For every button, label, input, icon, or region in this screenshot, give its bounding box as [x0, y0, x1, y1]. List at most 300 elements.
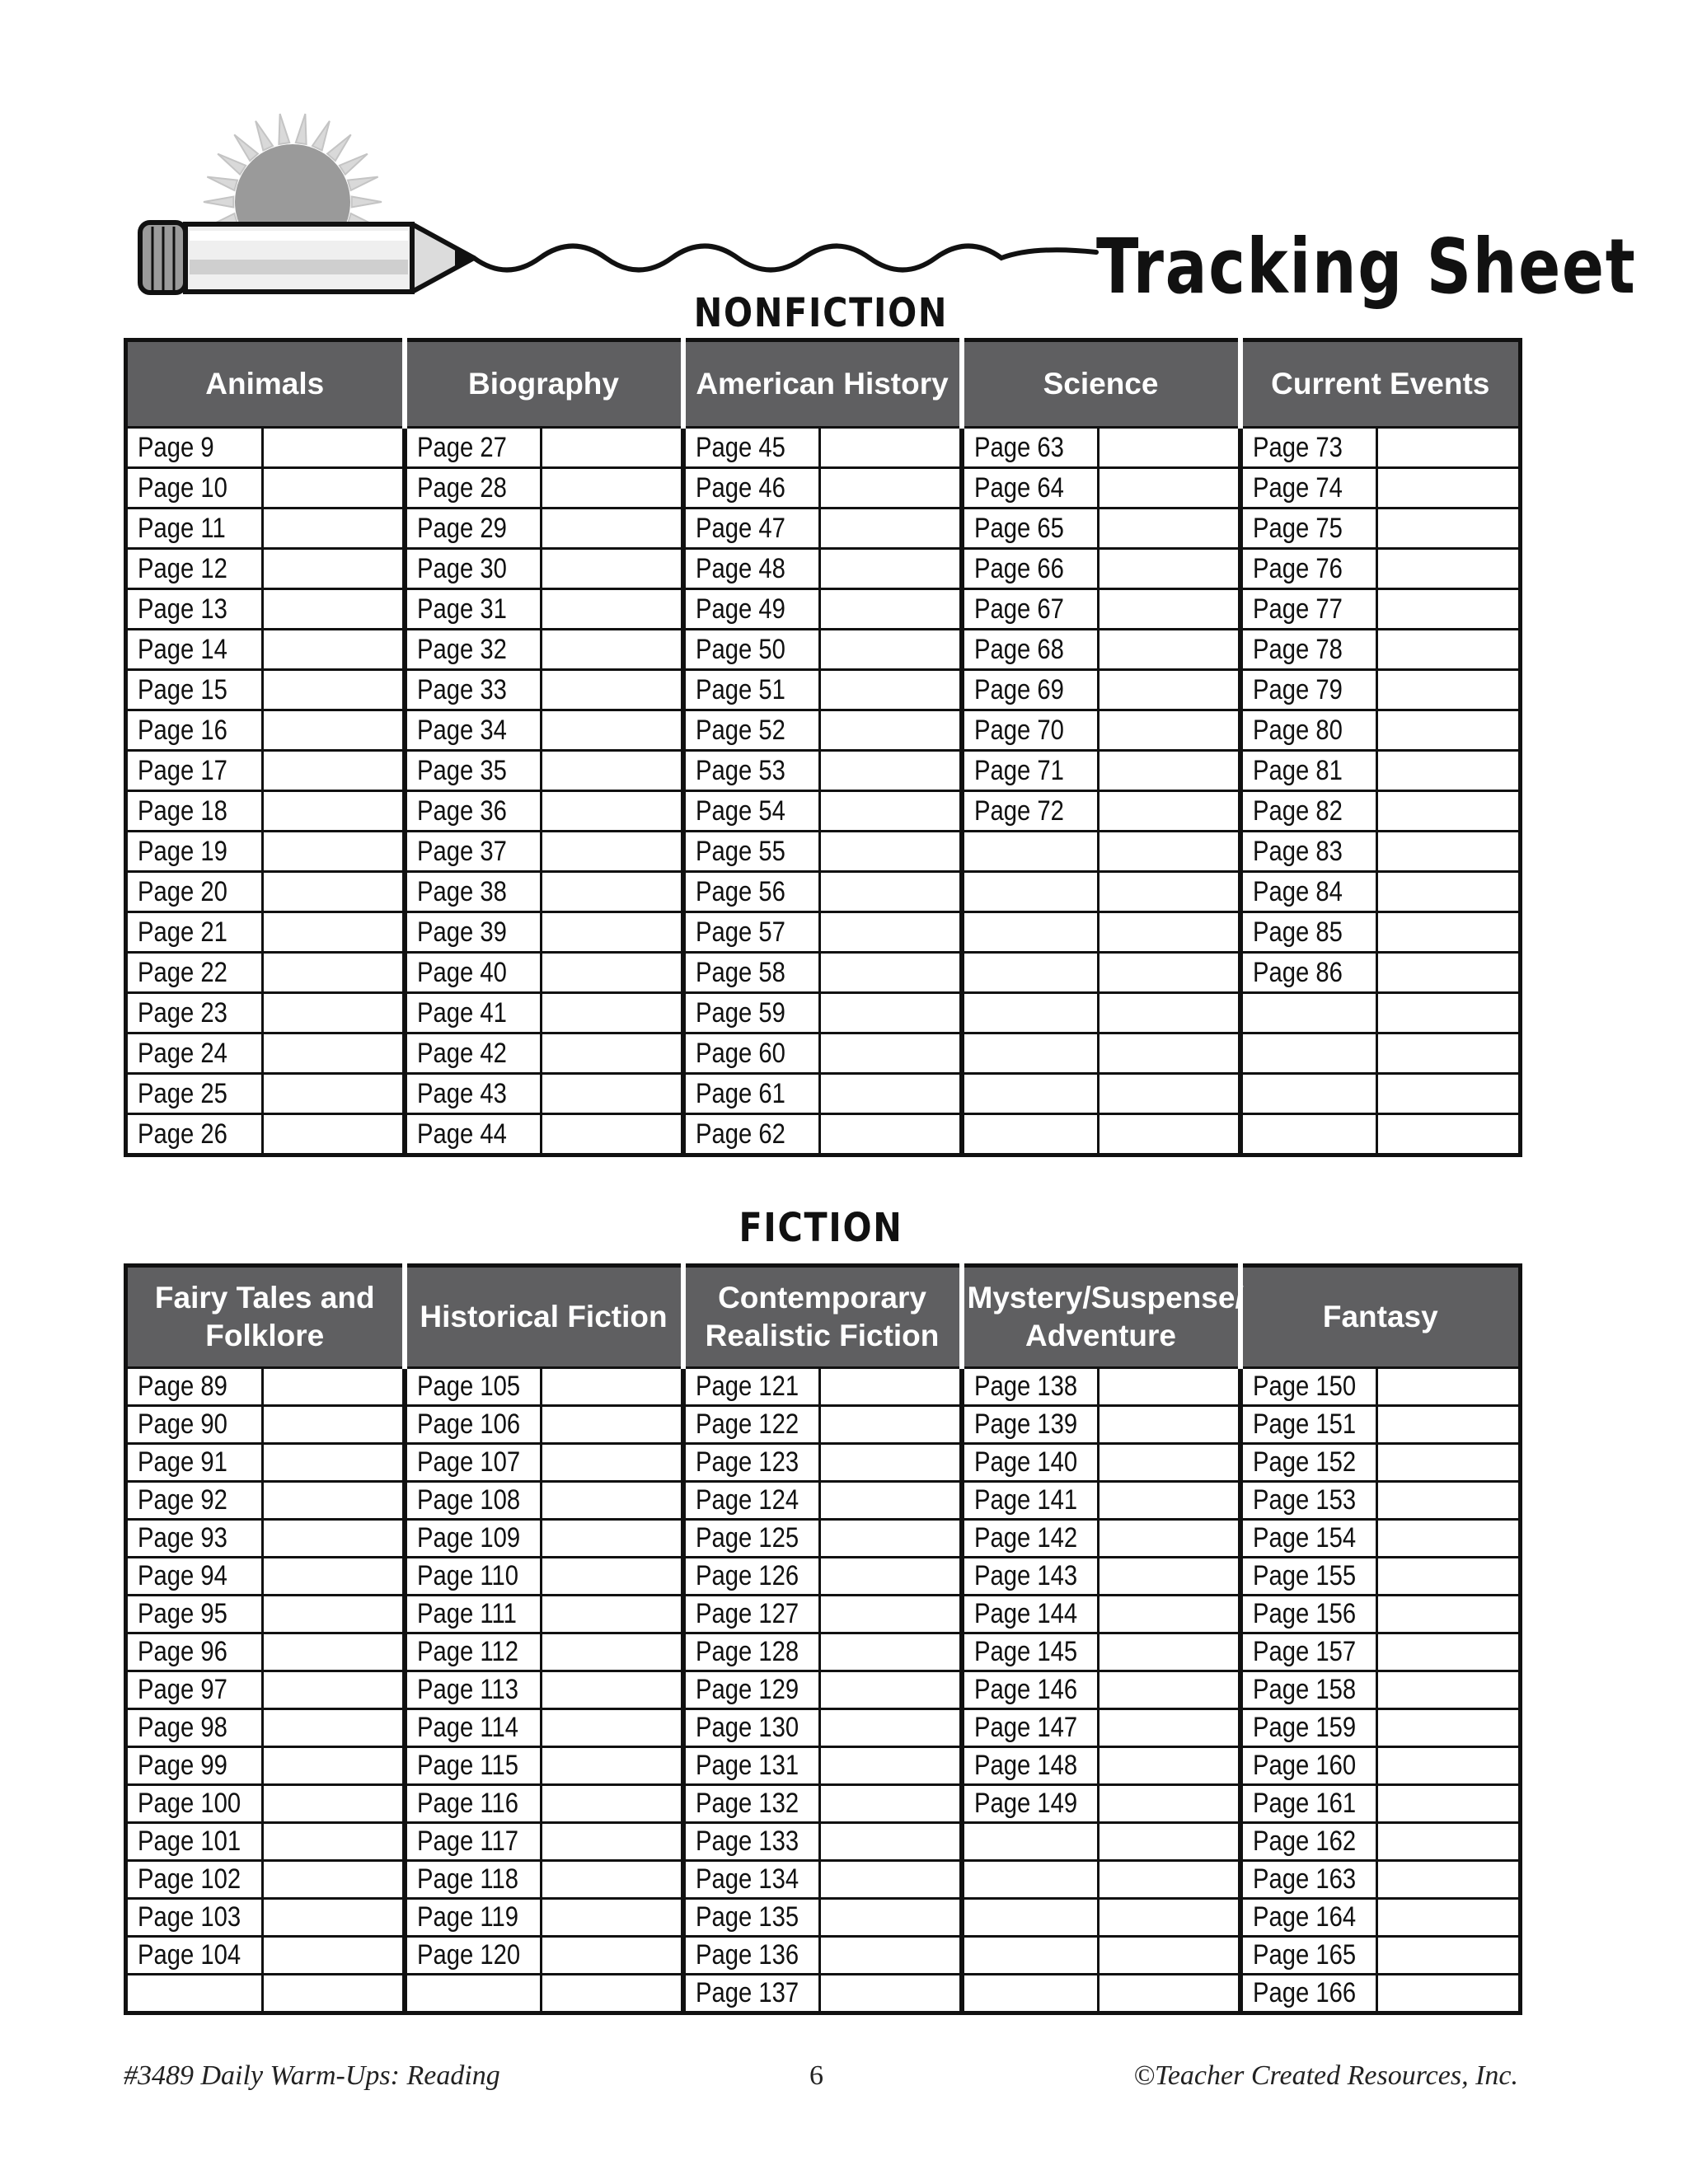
checkmark-cell[interactable]	[542, 1633, 683, 1671]
page-cell	[405, 953, 542, 993]
checkmark-cell[interactable]	[1377, 1709, 1521, 1747]
header-illustration	[124, 99, 1113, 305]
page-cell	[126, 670, 263, 710]
checkmark-cell[interactable]	[542, 1033, 683, 1074]
checkmark-cell[interactable]	[820, 1747, 962, 1785]
checkmark-cell[interactable]	[542, 791, 683, 832]
checkmark-cell[interactable]	[1099, 1861, 1240, 1899]
page-cell	[1240, 1406, 1377, 1444]
page-cell	[126, 1558, 263, 1596]
checkmark-cell[interactable]	[1099, 468, 1240, 509]
page-label: Page 68	[973, 633, 1064, 665]
page-label: Page 47	[695, 512, 785, 544]
checkmark-cell[interactable]	[263, 1482, 405, 1520]
page-label: Page 97	[138, 1674, 227, 1705]
checkmark-cell[interactable]	[263, 1785, 405, 1823]
page-label: Page 160	[1252, 1750, 1356, 1781]
page-cell	[126, 1033, 263, 1074]
checkmark-cell[interactable]	[542, 1596, 683, 1633]
checkmark-cell[interactable]	[1377, 630, 1521, 670]
checkmark-cell[interactable]	[542, 1482, 683, 1520]
checkmark-cell[interactable]	[1099, 1899, 1240, 1937]
page-label: Page 38	[416, 875, 507, 907]
checkmark-cell[interactable]	[1099, 1596, 1240, 1633]
page-cell	[683, 589, 820, 630]
checkmark-cell[interactable]	[1099, 912, 1240, 953]
checkmark-cell[interactable]	[1099, 1975, 1240, 2013]
checkmark-cell[interactable]	[542, 872, 683, 912]
checkmark-cell[interactable]	[1099, 589, 1240, 630]
checkmark-cell[interactable]	[542, 1114, 683, 1155]
checkmark-cell[interactable]	[820, 1482, 962, 1520]
table-row	[126, 1074, 1521, 1114]
page-label: Page 71	[973, 754, 1064, 786]
checkmark-cell[interactable]	[1099, 710, 1240, 751]
page-label: Page 162	[1252, 1825, 1356, 1857]
checkmark-cell[interactable]	[263, 1861, 405, 1899]
checkmark-cell[interactable]	[1377, 832, 1521, 872]
page-cell	[683, 1937, 820, 1975]
checkmark-cell[interactable]	[542, 1747, 683, 1785]
checkmark-cell[interactable]	[542, 1558, 683, 1596]
table-row	[126, 993, 1521, 1033]
checkmark-cell[interactable]	[820, 1861, 962, 1899]
nonfiction-section-title: NONFICTION	[693, 290, 949, 336]
checkmark-cell[interactable]	[263, 1633, 405, 1671]
table-row	[126, 832, 1521, 872]
page-label: Page 113	[416, 1674, 518, 1705]
checkmark-cell[interactable]	[820, 549, 962, 589]
page-label: Page 49	[695, 593, 785, 625]
checkmark-cell[interactable]	[1377, 872, 1521, 912]
checkmark-cell[interactable]	[263, 953, 405, 993]
page-label: Page 164	[1252, 1901, 1356, 1933]
table-row	[126, 670, 1521, 710]
page-label: Page 12	[138, 552, 227, 584]
checkmark-cell[interactable]	[820, 630, 962, 670]
checkmark-cell[interactable]	[263, 872, 405, 912]
table-row	[126, 1482, 1521, 1520]
checkmark-cell[interactable]	[820, 1520, 962, 1558]
page-label: Page 20	[138, 875, 227, 907]
page-label: Page 120	[416, 1939, 520, 1971]
checkmark-cell[interactable]	[1377, 1747, 1521, 1785]
checkmark-cell[interactable]	[820, 710, 962, 751]
page-cell	[405, 1482, 542, 1520]
checkmark-cell[interactable]	[542, 509, 683, 549]
page-cell	[126, 509, 263, 549]
page-cell	[962, 1444, 1099, 1482]
checkmark-cell[interactable]	[1377, 1633, 1521, 1671]
page-cell	[683, 791, 820, 832]
checkmark-cell[interactable]	[1099, 670, 1240, 710]
page-cell	[126, 751, 263, 791]
wavy-line	[474, 246, 1096, 270]
page-label: Page 79	[1252, 673, 1343, 705]
page-cell	[683, 1671, 820, 1709]
page-label: Page 157	[1252, 1636, 1356, 1667]
page-cell	[683, 912, 820, 953]
checkmark-cell[interactable]	[1099, 1074, 1240, 1114]
page-cell	[126, 832, 263, 872]
checkmark-cell[interactable]	[542, 953, 683, 993]
checkmark-cell[interactable]	[820, 1444, 962, 1482]
checkmark-cell[interactable]	[820, 832, 962, 872]
checkmark-cell[interactable]	[820, 670, 962, 710]
page-label: Page 111	[416, 1598, 517, 1629]
checkmark-cell[interactable]	[542, 1785, 683, 1823]
checkmark-cell[interactable]	[263, 549, 405, 589]
checkmark-cell[interactable]	[263, 1368, 405, 1406]
checkmark-cell[interactable]	[1099, 791, 1240, 832]
checkmark-cell[interactable]	[1377, 1074, 1521, 1114]
checkmark-cell[interactable]	[263, 1671, 405, 1709]
page-label: Page 96	[138, 1636, 227, 1667]
checkmark-cell[interactable]	[1099, 1558, 1240, 1596]
checkmark-cell[interactable]	[263, 1033, 405, 1074]
checkmark-cell[interactable]	[820, 872, 962, 912]
checkmark-cell[interactable]	[263, 630, 405, 670]
footer-book-title: #3489 Daily Warm-Ups: Reading	[124, 2060, 500, 2091]
checkmark-cell[interactable]	[542, 630, 683, 670]
table-row	[126, 1823, 1521, 1861]
checkmark-cell[interactable]	[542, 670, 683, 710]
checkmark-cell[interactable]	[820, 1671, 962, 1709]
checkmark-cell[interactable]	[820, 1823, 962, 1861]
checkmark-cell[interactable]	[820, 1975, 962, 2013]
checkmark-cell[interactable]	[820, 1074, 962, 1114]
page-cell	[126, 1406, 263, 1444]
table-row	[126, 1558, 1521, 1596]
page-label: Page 89	[138, 1371, 227, 1402]
checkmark-cell[interactable]	[820, 1709, 962, 1747]
checkmark-cell[interactable]	[1099, 509, 1240, 549]
checkmark-cell[interactable]	[820, 1033, 962, 1074]
page-label: Page 36	[416, 794, 507, 827]
table-row	[126, 1747, 1521, 1785]
checkmark-cell[interactable]	[820, 1937, 962, 1975]
page-label: Page 83	[1252, 835, 1343, 867]
page-label: Page 21	[138, 916, 227, 948]
page-cell	[683, 549, 820, 589]
checkmark-cell[interactable]	[542, 1074, 683, 1114]
checkmark-cell[interactable]	[263, 1444, 405, 1482]
page-cell	[126, 872, 263, 912]
checkmark-cell[interactable]	[263, 589, 405, 630]
fiction-section-title: FICTION	[738, 1205, 903, 1251]
table-row	[126, 630, 1521, 670]
page-label: Page 146	[973, 1674, 1077, 1705]
page-label: Page 141	[973, 1484, 1077, 1516]
page-cell	[1240, 1033, 1377, 1074]
checkmark-cell[interactable]	[263, 428, 405, 468]
page-cell	[405, 1823, 542, 1861]
checkmark-cell[interactable]	[542, 549, 683, 589]
checkmark-cell[interactable]	[542, 1671, 683, 1709]
checkmark-cell[interactable]	[820, 1368, 962, 1406]
checkmark-cell[interactable]	[1099, 1368, 1240, 1406]
page-cell	[405, 710, 542, 751]
page-label: Page 81	[1252, 754, 1343, 786]
checkmark-cell[interactable]	[263, 1823, 405, 1861]
page-cell	[962, 1520, 1099, 1558]
page-label: Page 151	[1252, 1408, 1356, 1440]
checkmark-cell[interactable]	[542, 1937, 683, 1975]
page-label: Page 106	[416, 1408, 520, 1440]
checkmark-cell[interactable]	[263, 1709, 405, 1747]
page-cell	[126, 1861, 263, 1899]
checkmark-cell[interactable]	[1099, 1114, 1240, 1155]
checkmark-cell[interactable]	[1377, 428, 1521, 468]
page-cell	[683, 1861, 820, 1899]
checkmark-cell[interactable]	[1099, 1482, 1240, 1520]
checkmark-cell[interactable]	[820, 993, 962, 1033]
checkmark-cell[interactable]	[542, 1520, 683, 1558]
checkmark-cell[interactable]	[820, 468, 962, 509]
checkmark-cell[interactable]	[263, 1937, 405, 1975]
checkmark-cell[interactable]	[1099, 1444, 1240, 1482]
page-label: Page 75	[1252, 512, 1343, 544]
checkmark-cell[interactable]	[542, 1406, 683, 1444]
checkmark-cell[interactable]	[820, 428, 962, 468]
page-label: Page 99	[138, 1750, 227, 1781]
checkmark-cell[interactable]	[820, 1114, 962, 1155]
page-cell	[683, 1482, 820, 1520]
checkmark-cell[interactable]	[263, 710, 405, 751]
table-row	[126, 1899, 1521, 1937]
checkmark-cell[interactable]	[263, 993, 405, 1033]
page-cell	[962, 912, 1099, 953]
page-cell	[1240, 549, 1377, 589]
table-row	[126, 589, 1521, 630]
checkmark-cell[interactable]	[1099, 872, 1240, 912]
checkmark-cell[interactable]	[1377, 912, 1521, 953]
checkmark-cell[interactable]	[542, 912, 683, 953]
checkmark-cell[interactable]	[1099, 1785, 1240, 1823]
checkmark-cell[interactable]	[1099, 953, 1240, 993]
checkmark-cell[interactable]	[263, 1558, 405, 1596]
checkmark-cell[interactable]	[820, 1899, 962, 1937]
page-cell	[1240, 1937, 1377, 1975]
page-label: Page 55	[695, 835, 785, 867]
checkmark-cell[interactable]	[1377, 670, 1521, 710]
checkmark-cell[interactable]	[542, 1368, 683, 1406]
page-cell	[405, 1633, 542, 1671]
page-cell	[683, 1823, 820, 1861]
page-cell	[1240, 1520, 1377, 1558]
fiction-table	[124, 1263, 1522, 2015]
checkmark-cell[interactable]	[1099, 832, 1240, 872]
page-cell	[126, 791, 263, 832]
checkmark-cell[interactable]	[542, 1975, 683, 2013]
checkmark-cell[interactable]	[1377, 751, 1521, 791]
page-label: Page 119	[416, 1901, 518, 1933]
checkmark-cell[interactable]	[1099, 1709, 1240, 1747]
checkmark-cell[interactable]	[1377, 468, 1521, 509]
checkmark-cell[interactable]	[1377, 1033, 1521, 1074]
checkmark-cell[interactable]	[263, 1520, 405, 1558]
checkmark-cell[interactable]	[263, 1074, 405, 1114]
checkmark-cell[interactable]	[542, 1444, 683, 1482]
checkmark-cell[interactable]	[263, 1596, 405, 1633]
page-label: Page 64	[973, 471, 1064, 504]
page-cell	[405, 1671, 542, 1709]
checkmark-cell[interactable]	[1099, 1033, 1240, 1074]
page-cell	[405, 1785, 542, 1823]
page-label: Page 147	[973, 1712, 1077, 1743]
checkmark-cell[interactable]	[1377, 1520, 1521, 1558]
page-label: Page 156	[1252, 1598, 1356, 1629]
page-cell	[962, 993, 1099, 1033]
page-label: Page 149	[973, 1788, 1077, 1819]
page-cell	[405, 1033, 542, 1074]
checkmark-cell[interactable]	[820, 1785, 962, 1823]
checkmark-cell[interactable]	[1377, 1596, 1521, 1633]
page-cell	[126, 1482, 263, 1520]
checkmark-cell[interactable]	[1099, 630, 1240, 670]
checkmark-cell[interactable]	[1377, 1899, 1521, 1937]
checkmark-cell[interactable]	[263, 1406, 405, 1444]
checkmark-cell[interactable]	[542, 589, 683, 630]
checkmark-cell[interactable]	[263, 791, 405, 832]
table-row	[126, 1520, 1521, 1558]
page-cell	[962, 1074, 1099, 1114]
page-cell	[962, 1114, 1099, 1155]
checkmark-cell[interactable]	[542, 993, 683, 1033]
checkmark-cell[interactable]	[542, 1899, 683, 1937]
page-cell	[962, 1747, 1099, 1785]
page-cell	[683, 1596, 820, 1633]
checkmark-cell[interactable]	[1377, 1406, 1521, 1444]
checkmark-cell[interactable]	[1377, 509, 1521, 549]
page-cell	[126, 1671, 263, 1709]
checkmark-cell[interactable]	[263, 751, 405, 791]
checkmark-cell[interactable]	[820, 589, 962, 630]
table-row	[126, 1975, 1521, 2013]
checkmark-cell[interactable]	[263, 832, 405, 872]
checkmark-cell[interactable]	[542, 1823, 683, 1861]
checkmark-cell[interactable]	[542, 832, 683, 872]
page-cell	[126, 1975, 263, 2013]
checkmark-cell[interactable]	[820, 1558, 962, 1596]
checkmark-cell[interactable]	[1377, 1558, 1521, 1596]
checkmark-cell[interactable]	[542, 428, 683, 468]
page-cell	[683, 710, 820, 751]
checkmark-cell[interactable]	[1377, 1937, 1521, 1975]
checkmark-cell[interactable]	[1099, 751, 1240, 791]
checkmark-cell[interactable]	[542, 751, 683, 791]
checkmark-cell[interactable]	[1377, 953, 1521, 993]
page-label: Page 95	[138, 1598, 227, 1629]
page-cell	[1240, 1444, 1377, 1482]
checkmark-cell[interactable]	[1377, 1444, 1521, 1482]
checkmark-cell[interactable]	[263, 1747, 405, 1785]
checkmark-cell[interactable]	[263, 1899, 405, 1937]
checkmark-cell[interactable]	[542, 1861, 683, 1899]
checkmark-cell[interactable]	[1099, 993, 1240, 1033]
checkmark-cell[interactable]	[1099, 1633, 1240, 1671]
checkmark-cell[interactable]	[1377, 710, 1521, 751]
checkmark-cell[interactable]	[263, 1114, 405, 1155]
page-cell	[126, 953, 263, 993]
page-cell	[405, 1520, 542, 1558]
checkmark-cell[interactable]	[820, 509, 962, 549]
page-label: Page 98	[138, 1712, 227, 1743]
page-cell	[1240, 589, 1377, 630]
table-row	[126, 791, 1521, 832]
page-cell	[683, 630, 820, 670]
checkmark-cell[interactable]	[542, 468, 683, 509]
checkmark-cell[interactable]	[820, 1633, 962, 1671]
checkmark-cell[interactable]	[1377, 1823, 1521, 1861]
page-cell	[405, 589, 542, 630]
page-label: Page 134	[695, 1863, 799, 1895]
checkmark-cell[interactable]	[820, 751, 962, 791]
checkmark-cell[interactable]	[1377, 1861, 1521, 1899]
checkmark-cell[interactable]	[820, 912, 962, 953]
checkmark-cell[interactable]	[263, 468, 405, 509]
checkmark-cell[interactable]	[1099, 1937, 1240, 1975]
page-cell	[126, 1114, 263, 1155]
checkmark-cell[interactable]	[1377, 1368, 1521, 1406]
page-label: Page 109	[416, 1522, 520, 1554]
checkmark-cell[interactable]	[263, 509, 405, 549]
page-label: Page 104	[138, 1939, 241, 1971]
page-cell	[1240, 751, 1377, 791]
checkmark-cell[interactable]	[1099, 1520, 1240, 1558]
page-label: Page 121	[695, 1371, 799, 1402]
checkmark-cell[interactable]	[1377, 791, 1521, 832]
checkmark-cell[interactable]	[820, 791, 962, 832]
checkmark-cell[interactable]	[542, 1709, 683, 1747]
checkmark-cell[interactable]	[1099, 1823, 1240, 1861]
checkmark-cell[interactable]	[1377, 1482, 1521, 1520]
checkmark-cell[interactable]	[1099, 428, 1240, 468]
checkmark-cell[interactable]	[1377, 1114, 1521, 1155]
checkmark-cell[interactable]	[820, 953, 962, 993]
checkmark-cell[interactable]	[542, 710, 683, 751]
pencil-icon	[140, 223, 474, 293]
table-row	[126, 549, 1521, 589]
checkmark-cell[interactable]	[1099, 1406, 1240, 1444]
checkmark-cell[interactable]	[1377, 993, 1521, 1033]
page-cell	[126, 993, 263, 1033]
page-label: Page 92	[138, 1484, 227, 1516]
checkmark-cell[interactable]	[1377, 549, 1521, 589]
checkmark-cell[interactable]	[820, 1406, 962, 1444]
checkmark-cell[interactable]	[1377, 1671, 1521, 1709]
checkmark-cell[interactable]	[1377, 1975, 1521, 2013]
page-cell	[405, 872, 542, 912]
page-cell	[126, 630, 263, 670]
checkmark-cell[interactable]	[820, 1596, 962, 1633]
page-cell	[405, 1368, 542, 1406]
checkmark-cell[interactable]	[1099, 549, 1240, 589]
footer-page-number: 6	[809, 2060, 823, 2091]
checkmark-cell[interactable]	[1099, 1747, 1240, 1785]
checkmark-cell[interactable]	[263, 670, 405, 710]
checkmark-cell[interactable]	[263, 912, 405, 953]
page-cell	[405, 1114, 542, 1155]
checkmark-cell[interactable]	[1377, 589, 1521, 630]
checkmark-cell[interactable]	[1377, 1785, 1521, 1823]
page-cell	[683, 1444, 820, 1482]
column-header: Animals	[126, 340, 405, 428]
page-cell	[962, 1596, 1099, 1633]
checkmark-cell[interactable]	[1099, 1671, 1240, 1709]
page-label: Page 86	[1252, 956, 1343, 988]
checkmark-cell[interactable]	[263, 1975, 405, 2013]
